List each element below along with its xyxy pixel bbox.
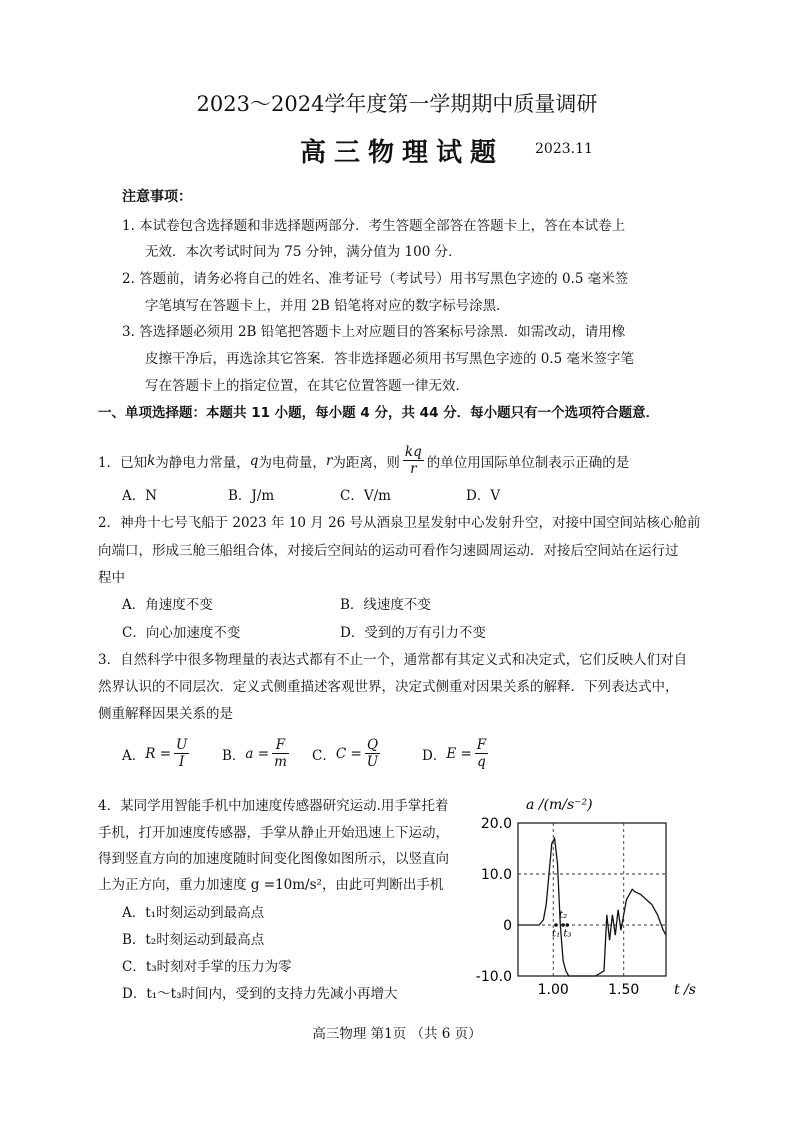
q1-option-c: C．V/m — [340, 488, 391, 504]
q2-option-a: A．角速度不变 — [122, 597, 213, 613]
q3-option-d-fraction — [475, 737, 488, 770]
q3-c-numerator: Q — [365, 737, 380, 754]
q3-b-denominator: m — [274, 754, 287, 770]
q1-stem-e: 的单位用国际单位制表示正确的是 — [426, 454, 630, 471]
q4-option-a: A．t₁时刻运动到最高点 — [122, 905, 265, 921]
y-tick-label: 20.0 — [480, 816, 512, 832]
q1-fraction-denominator: r — [410, 461, 417, 477]
plot-frame — [518, 823, 666, 976]
q1-stem-d: 为距离，则 — [332, 454, 400, 471]
exam-subtitle: 高三物理试题 — [300, 138, 505, 168]
q3-a-denominator: I — [179, 754, 185, 770]
annotation-point — [554, 923, 558, 927]
y-tick-label: -10.0 — [475, 969, 512, 985]
q4-option-b: B．t₂时刻运动到最高点 — [122, 932, 265, 948]
q2-line-3: 程中 — [98, 570, 125, 586]
q3-option-b-lhs: a = — [245, 745, 270, 762]
acceleration-time-chart — [470, 790, 696, 1000]
notice-item-3-line-3: 写在答题卡上的指定位置，在其它位置答题一律无效． — [145, 378, 469, 394]
notice-item-1-line-2: 无效．本次考试时间为 75 分钟，满分值为 100 分． — [145, 244, 462, 260]
annotation-label: t₂ — [559, 909, 568, 921]
annotation-label: t₃ — [563, 928, 572, 940]
q4-line-1: 4．某同学用智能手机中加速度传感器研究运动.用手掌托着 — [98, 798, 449, 814]
q3-option-a-lhs: R = — [145, 745, 172, 762]
q3-option-c-fraction — [365, 737, 380, 770]
q2-option-b: B．线速度不变 — [340, 597, 431, 613]
q3-line-3: 侧重解释因果关系的是 — [98, 706, 233, 722]
q1-stem-a: 1．已知 — [98, 454, 148, 471]
q3-option-a-label: A． — [122, 747, 146, 764]
x-axis-label: t /s — [674, 982, 696, 998]
notice-item-1-line-1: 1. 本试卷包含选择题和非选择题两部分．考生答题全部答在答题卡上，答在本试卷上 — [122, 218, 626, 234]
q1-fraction — [403, 444, 424, 477]
q3-d-numerator: F — [476, 737, 487, 753]
question-1-stem — [98, 444, 629, 477]
q2-option-c: C．向心加速度不变 — [122, 625, 241, 641]
x-tick-label: 1.00 — [537, 982, 569, 998]
q3-line-1: 3．自然科学中很多物理量的表达式都有不止一个，通常都有其定义式和决定式，它们反映人们对自 — [98, 652, 688, 668]
q2-line-1: 2．神舟十七号飞船于 2023 年 10 月 26 号从酒泉卫星发射中心发射升空，对接中国空间站核心舱前 — [98, 515, 701, 531]
q3-option-a-fraction — [174, 737, 189, 770]
annotation-point — [566, 923, 570, 927]
q4-option-d: D．t₁～t₃时间内，受到的支持力先减小再增大 — [122, 986, 398, 1002]
page-footer: 高三物理 第1页 （共 6 页） — [312, 1026, 482, 1042]
q2-option-d: D．受到的万有引力不变 — [340, 625, 486, 641]
q3-option-d-lhs: E = — [446, 745, 472, 762]
notice-item-2-line-2: 字笔填写在答题卡上，并用 2B 铅笔将对应的数字标号涂黑． — [145, 298, 510, 314]
exam-title: 2023～2024学年度第一学期期中质量调研 — [196, 92, 598, 116]
q3-option-c-lhs: C = — [335, 745, 362, 762]
y-axis-label: a /(m/s⁻²) — [526, 797, 593, 813]
q1-symbol-q: q — [249, 452, 259, 469]
q4-line-3: 得到竖直方向的加速度随时间变化图像如图所示，以竖直向 — [98, 851, 449, 867]
q3-b-numerator: F — [272, 737, 289, 754]
notice-item-2-line-1: 2. 答题前，请务必将自己的姓名、准考证号（考试号）用书写黑色字迹的 0.5 毫米签 — [122, 271, 629, 287]
q3-line-2: 然界认识的不同层次．定义式侧重描述客观世界，决定式侧重对因果关系的解释．下列表达式中， — [98, 679, 679, 695]
y-tick-label: 0 — [503, 918, 512, 934]
q3-d-denominator: q — [477, 754, 486, 770]
q3-option-b-fraction — [272, 737, 289, 770]
q1-symbol-r: r — [325, 452, 333, 469]
q2-line-2: 向端口，形成三舱三船组合体，对接后空间站的运动可看作匀速圆周运动．对接后空间站在运行过 — [98, 543, 679, 559]
y-tick-label: 10.0 — [480, 867, 512, 883]
annotation-label: t₁ — [552, 928, 561, 940]
q4-option-c: C．t₃时刻对手掌的压力为零 — [122, 959, 292, 975]
q3-option-d — [422, 737, 491, 770]
notice-item-3-line-1: 3. 答选择题必须用 2B 铅笔把答题卡上对应题目的答案标号涂黑．如需改动，请用橡 — [122, 324, 626, 340]
q3-c-denominator: U — [366, 754, 379, 770]
q3-option-a — [122, 737, 192, 770]
q4-line-4: 上为正方向，重力加速度 g =10m/s²，由此可判断出手机 — [98, 877, 444, 893]
q4-line-2: 手机，打开加速度传感器，手掌从静止开始迅速上下运动， — [98, 825, 449, 841]
q1-option-b: B．J/m — [228, 488, 275, 504]
q3-option-c — [312, 737, 383, 770]
q1-symbol-k: k — [147, 452, 156, 469]
notice-item-3-line-2: 皮擦干净后，再选涂其它答案．答非选择题必须用书写黑色字迹的 0.5 毫米签字笔 — [145, 351, 635, 367]
q1-option-a: A．N — [122, 488, 158, 504]
q3-a-numerator: U — [176, 737, 188, 753]
q1-option-d: D．V — [466, 488, 501, 504]
notice-heading: 注意事项： — [122, 189, 192, 205]
exam-date: 2023.11 — [535, 141, 593, 157]
series-line — [518, 838, 666, 976]
q1-stem-c: 为电荷量， — [258, 454, 326, 471]
q3-option-d-label: D． — [422, 747, 447, 764]
annotation-point — [561, 923, 565, 927]
q3-option-c-label: C． — [312, 747, 336, 764]
q1-fraction-numerator: kq — [404, 444, 422, 460]
q3-option-b-label: B． — [222, 747, 246, 764]
q1-stem-b: 为静电力常量， — [155, 454, 250, 471]
section-heading: 一、单项选择题：本题共 11 小题，每小题 4 分，共 44 分．每小题只有一个选项符合题意． — [98, 405, 660, 421]
x-tick-label: 1.50 — [608, 982, 640, 998]
q3-option-b — [222, 737, 292, 770]
